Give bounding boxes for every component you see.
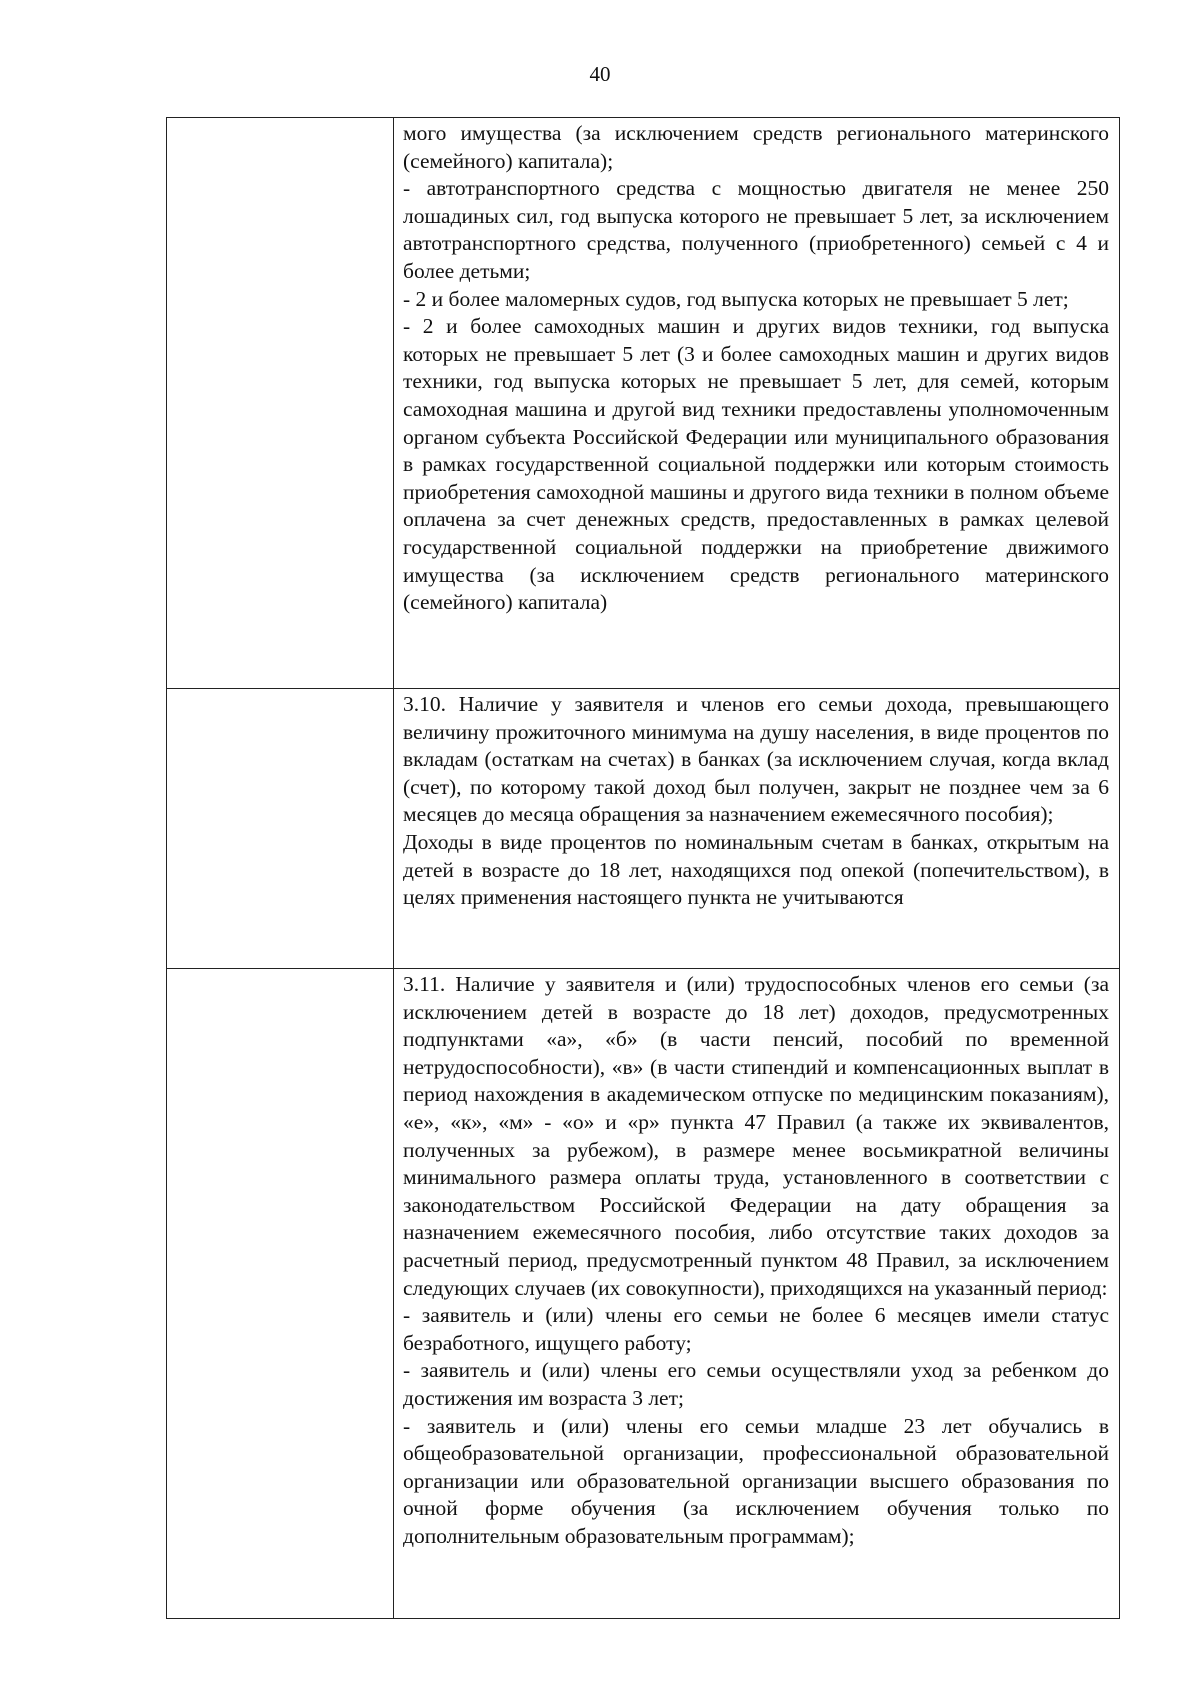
paragraph: - автотранспортного средства с мощностью двигателя не менее 250 лошадиных сил, год выпуска которого не превышает 5 лет, за исключением автотранспортного средства, полученного (приобретенного) семьей с 4 и более детьми; — [403, 176, 1109, 283]
paragraph: - 2 и более маломерных судов, год выпуска которых не превышает 5 лет; — [403, 286, 1069, 311]
table-row — [167, 689, 1120, 969]
paragraph: - заявитель и (или) члены его семьи младше 23 лет обучались в общеобразовательной организации, профессиональной образовательной организации или образовательной организации высшего образования по очной форме обучения (за исключением обучения только по дополнительным образовательным программам); — [403, 1413, 1109, 1548]
paragraph: - заявитель и (или) члены его семьи не более 6 месяцев имели статус безработного, ищущего работу; — [403, 1303, 1109, 1355]
document-table — [166, 117, 1120, 1619]
table-cell-right — [394, 689, 1120, 969]
table-cell-right — [394, 118, 1120, 689]
paragraph: 3.10. Наличие у заявителя и членов его семьи дохода, превышающего величину прожиточного минимума на душу населения, в виде процентов по вкладам (остаткам на счетах) в банках (за исключением случая, когда вклад (счет), по которому такой доход был получен, закрыт не позднее чем за 6 месяцев до месяца обращения за назначением ежемесячного пособия); — [403, 692, 1109, 827]
paragraph: 3.11. Наличие у заявителя и (или) трудоспособных членов его семьи (за исключением детей в возрасте до 18 лет) доходов, предусмотренных подпунктами «а», «б» (в части пенсий, пособий по временной нетрудоспособности), «в» (в части стипендий и компенсационных выплат в период нахождения в академическом отпуске по медицинским показаниям), «е», «к», «м» - «о» и «р» пункта 47 Правил (а также их эквивалентов, полученных за рубежом), в размере менее восьмикратной величины минимального размера оплаты труда, установленного в соответствии с законодательством Российской Федерации на дату обращения за назначением ежемесячного пособия, либо отсутствие таких доходов за расчетный период, предусмотренный пунктом 48 Правил, за исключением следующих случаев (их совокупности), приходящихся на указанный период: — [403, 972, 1109, 1300]
paragraph: - 2 и более самоходных машин и других видов техники, год выпуска которых не превышает 5 лет (3 и более самоходных машин и других видов техники, год выпуска которых не превышает 5 лет, для семей, которым самоходная машина и другой вид техники предоставлены уполномоченным органом субъекта Российской Федерации или муниципального образования в рамках государственной социальной поддержки или которым стоимость приобретения самоходной машины и другого вида техники в полном объеме оплачена за счет денежных средств, предоставленных в рамках целевой государственной социальной поддержки на приобретение движимого имущества (за исключением средств регионального материнского (семейного) капитала) — [403, 314, 1109, 615]
paragraph: - заявитель и (или) члены его семьи осуществляли уход за ребенком до достижения им возраста 3 лет; — [403, 1358, 1109, 1410]
table-cell-left — [167, 969, 394, 1619]
table-row — [167, 118, 1120, 689]
page-number: 40 — [589, 62, 611, 86]
paragraph: мого имущества (за исключением средств регионального материнского (семейного) капитала); — [403, 121, 1109, 173]
table-cell-right — [394, 969, 1120, 1619]
table-cell-left — [167, 118, 394, 689]
table-row — [167, 969, 1120, 1619]
table-cell-left — [167, 689, 394, 969]
paragraph: Доходы в виде процентов по номинальным счетам в банках, открытым на детей в возрасте до 18 лет, находящихся под опекой (попечительством), в целях применения настоящего пункта не учитываются — [403, 829, 1109, 910]
